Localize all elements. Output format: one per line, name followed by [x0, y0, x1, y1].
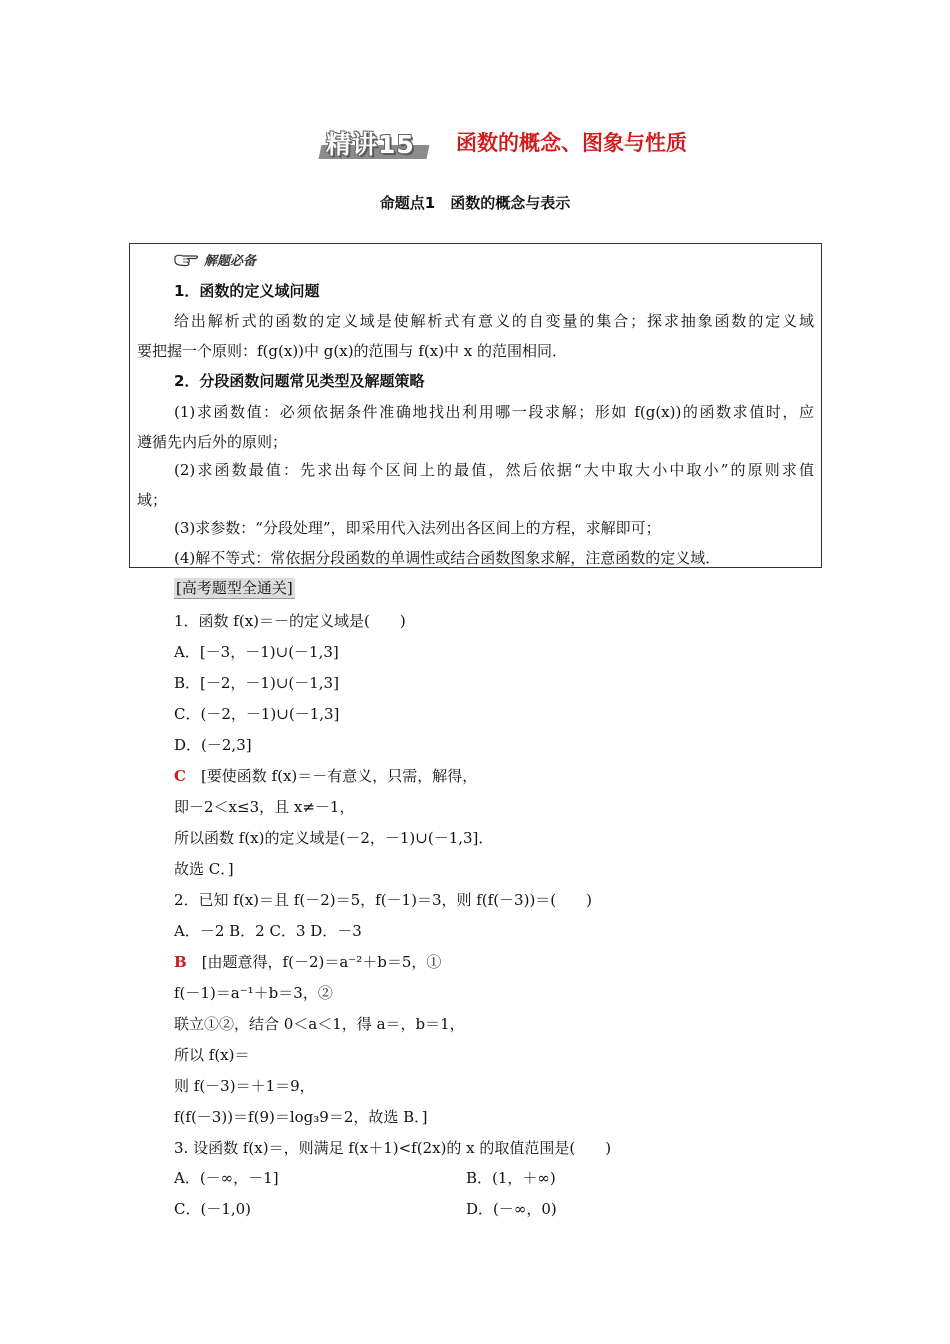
q2-solution-line2: f(－1)＝a⁻¹＋b＝3，② [174, 984, 333, 1002]
essentials-p2-line1: (1)求函数值：必须依据条件准确地找出利用哪一段求解；形如 f(g(x))的函数求值时，应 [174, 403, 814, 421]
q2-solution-line1 [174, 951, 441, 972]
essentials-heading-2: 2．分段函数问题常见类型及解题策略 [174, 372, 425, 390]
q2-solution-line5: 则 f(－3)＝＋1＝9， [174, 1077, 315, 1095]
essentials-p3-line2: 域； [137, 491, 168, 509]
q1-solution-line2: 即－2＜x≤3，且 x≠－1， [174, 798, 355, 816]
lecture-title [320, 122, 687, 162]
essentials-p2-line2: 遵循先内后外的原则； [137, 433, 288, 451]
q1-solution-line1 [174, 765, 477, 786]
essentials-label-text: 解题必备 [204, 254, 257, 269]
page-title: 函数的概念、图象与性质 [456, 131, 687, 155]
section-subtitle: 命题点1 函数的概念与表示 [379, 194, 571, 212]
q1-solution-line4: 故选 C．] [174, 860, 234, 878]
q2-solution-line3: 联立①②，结合 0＜a＜1，得 a＝，b＝1， [174, 1015, 465, 1033]
q2-stem: 2．已知 f(x)＝且 f(－2)＝5，f(－1)＝3，则 f(f(－3))＝( ) [174, 891, 593, 909]
q2-solution-line6: f(f(－3))＝f(9)＝log₃9＝2，故选 B．] [174, 1108, 428, 1126]
badge-text: 精讲15 [326, 130, 415, 159]
q1-option-a: A．[－3，－1)∪(－1,3] [174, 643, 339, 661]
essentials-label [174, 250, 256, 269]
q3-option-d: D．(－∞，0) [466, 1200, 557, 1218]
q3-option-a: A．(－∞，－1] [174, 1169, 279, 1187]
q3-stem: 3. 设函数 f(x)＝，则满足 f(x＋1)<f(2x)的 x 的取值范围是( ) [174, 1139, 612, 1157]
q1-option-b: B．[－2，－1)∪(－1,3] [174, 674, 339, 692]
essentials-p5: (4)解不等式：常依据分段函数的单调性或结合函数图象求解，注意函数的定义域． [174, 549, 721, 567]
q1-option-c: C．(－2，－1)∪(－1,3] [174, 705, 340, 723]
essentials-p1-line2: 要把握一个原则：f(g(x))中 g(x)的范围与 f(x)中 x 的范围相同． [137, 342, 568, 360]
essentials-heading-1: 1．函数的定义域问题 [174, 282, 320, 300]
q2-answer: B [174, 953, 187, 971]
q1-solution-text: [要使函数 f(x)＝－有意义，只需，解得， [200, 767, 478, 785]
q1-option-d: D．(－2,3] [174, 736, 252, 754]
essentials-p3-line1: (2)求函数最值：先求出每个区间上的最值，然后依据“大中取大小中取小”的原则求值 [174, 461, 814, 479]
q1-answer: C [174, 767, 186, 785]
essentials-p1-line1: 给出解析式的函数的定义域是使解析式有意义的自变量的集合；探求抽象函数的定义域 [174, 312, 814, 330]
q2-solution-text: [由题意得，f(－2)＝a⁻²＋b＝5，① [201, 953, 442, 971]
q3-option-c: C．(－1,0) [174, 1200, 252, 1218]
q1-solution-line3: 所以函数 f(x)的定义域是(－2，－1)∪(－1,3]． [174, 829, 494, 847]
q1-stem: 1．函数 f(x)＝－的定义域是( ) [174, 612, 406, 630]
pointing-hand-icon [174, 253, 200, 267]
q2-options: A．－2 B．2 C．3 D．－3 [174, 922, 362, 940]
q2-solution-line4: 所以 f(x)＝ [174, 1046, 250, 1064]
essentials-p4: (3)求参数：“分段处理”，即采用代入法列出各区间上的方程，求解即可； [174, 519, 661, 537]
section-label: [高考题型全通关] [176, 579, 293, 597]
lecture-badge [320, 125, 428, 159]
q3-option-b: B．(1，＋∞) [466, 1169, 556, 1187]
